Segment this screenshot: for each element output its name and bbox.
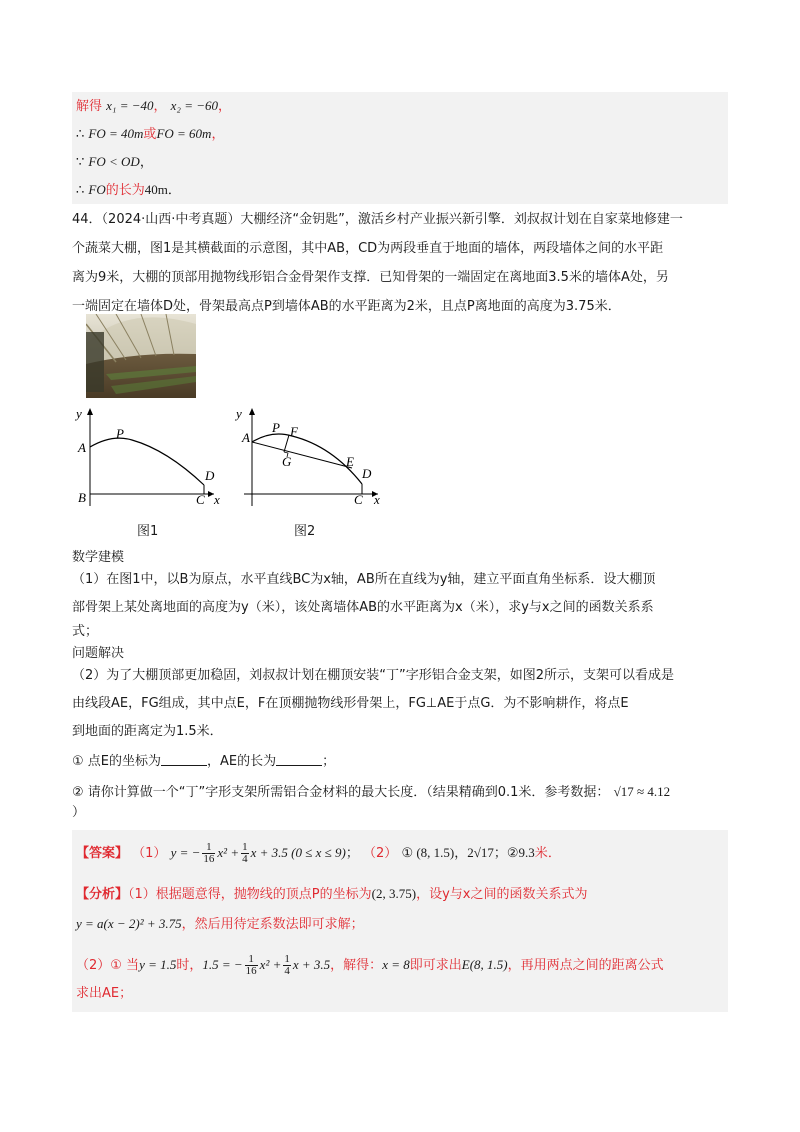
numerator: 1 — [284, 953, 290, 965]
answer-expr-c: x + 3.5 (0 ≤ x ≤ 9) — [250, 845, 346, 860]
sub1-prefix: ① 点E的坐标为 — [72, 754, 162, 769]
answer-block — [72, 830, 728, 1012]
punct: ， — [139, 155, 153, 170]
fig1-point-b: B — [78, 490, 86, 505]
fig2-point-f: F — [290, 424, 298, 439]
problem-line-4: 一端固定在墙体D处，骨架最高点P到墙体AB的水平距离为2米，且点P离地面的高度为3.75米． — [72, 299, 621, 314]
sub2-close-paren: ） — [72, 805, 86, 820]
analysis-text-b: ，设y与x之间的函数关系式为 — [416, 887, 588, 902]
answer-frac-1 — [202, 842, 215, 865]
fig1-y-label: y — [76, 406, 82, 421]
fig2-y-label: y — [236, 406, 242, 421]
therefore-symbol: ∴ — [76, 183, 85, 198]
section-solve-title: 问题解决 — [72, 646, 125, 661]
solution-x: x = 8 — [382, 957, 410, 972]
fo-label: FO — [88, 182, 106, 197]
analysis-tag: 【分析】 — [76, 887, 129, 902]
fig1-point-a: A — [78, 440, 86, 455]
problem-line-2: 个蔬菜大棚，图1是其横截面的示意图，其中AB，CD为两段垂直于地面的墙体，两段墙体之间的水平距 — [72, 241, 664, 256]
solution-line-4 — [76, 180, 181, 201]
subquestion-2 — [72, 782, 674, 803]
point-e: E(8, 1.5) — [461, 957, 508, 972]
punct: ． — [547, 846, 561, 861]
fig2-point-a: A — [242, 430, 250, 445]
figure-2 — [232, 402, 382, 506]
denominator: 4 — [242, 853, 248, 865]
sub1-mid: ，AE的长为 — [207, 754, 277, 769]
punct: ， — [211, 127, 225, 142]
section-modeling-line-1: （1）在图1中，以B为原点，水平直线BC为x轴，AB所在直线为y轴，建立平面直角坐标系．设大棚顶 — [72, 572, 656, 587]
problem-source: （2024·山西·中考真题） — [101, 212, 241, 227]
fo-result: 40m — [144, 182, 168, 197]
answer-frac-2 — [241, 842, 249, 865]
section-modeling-title: 数学建模 — [72, 550, 125, 565]
analysis-text-c: ，然后用待定系数法即可求解； — [181, 917, 364, 932]
problem-statement — [72, 210, 728, 317]
separator: ， — [153, 99, 167, 114]
condition-y: y = 1.5 — [139, 957, 177, 972]
answer-tag: 【答案】 — [76, 846, 129, 861]
previous-solution-block — [72, 92, 728, 204]
section-solve — [72, 644, 674, 823]
section-modeling-line-3: 式； — [72, 624, 99, 639]
section-solve-line-3: 到地面的距离定为1.5米． — [72, 724, 223, 739]
because-symbol: ∵ — [76, 155, 85, 170]
solution-line-2 — [76, 124, 224, 145]
punct: ． — [167, 183, 181, 198]
root-x2: x₂ = −60 — [170, 98, 218, 113]
answer-unit: 米 — [534, 846, 548, 861]
analysis-text-h: ，再用两点之间的距离公式 — [507, 958, 664, 973]
or-word: 或 — [143, 127, 157, 142]
answer-part2-num: （2） — [363, 846, 398, 861]
fig2-point-g: G — [282, 454, 292, 469]
solution-line-1 — [76, 96, 231, 117]
numerator: 1 — [245, 954, 258, 966]
answer-point-e: ① (8, 1.5) — [401, 845, 455, 860]
length-word: 的长为 — [105, 183, 145, 198]
analysis-line-1 — [76, 884, 587, 905]
fo-less-od: FO < OD — [88, 154, 140, 169]
vertex-form-expr: y = a(x − 2)² + 3.75 — [76, 916, 182, 931]
fo-value-b: FO = 60m — [156, 126, 212, 141]
equation-c: x + 3.5 — [292, 957, 331, 972]
vertex-point: (2, 3.75) — [371, 886, 417, 901]
problem-number: 44． — [72, 212, 102, 227]
problem-line-3: 离为9米，大棚的顶部用抛物线形铝合金骨架作支撑．已知骨架的一端固定在离地面3.5米的墙体A处，另 — [72, 270, 669, 285]
therefore-symbol: ∴ — [76, 127, 85, 142]
answer-blank-2[interactable] — [276, 752, 322, 766]
fig2-point-d: D — [362, 466, 372, 481]
fig2-x-label: x — [374, 492, 380, 506]
punct: ， — [218, 99, 232, 114]
subquestion-1 — [72, 752, 674, 772]
equation-a: 1.5 = − — [202, 957, 243, 972]
fig1-point-p: P — [116, 426, 124, 441]
sqrt17-reference: √17 ≈ 4.12 — [613, 784, 671, 799]
numerator: 1 — [242, 841, 248, 853]
fig2-point-c: C — [354, 492, 363, 506]
solution-line-3 — [76, 152, 153, 173]
answer-expr-a: y = − — [170, 845, 201, 860]
analysis-text-d: （2）① 当 — [76, 958, 140, 973]
denominator: 16 — [203, 853, 215, 865]
equation-frac-2 — [283, 954, 291, 977]
analysis-text-g: 即可求出 — [409, 958, 462, 973]
answer-max-length: ；②9.3 — [493, 845, 535, 860]
fo-value-a: FO = 40m — [88, 126, 144, 141]
punct: ； — [345, 846, 359, 861]
answer-line — [76, 842, 561, 865]
answer-part1-num: （1） — [132, 846, 167, 861]
greenhouse-photo — [86, 314, 196, 398]
analysis-text-e: 时， — [176, 958, 203, 973]
section-modeling-line-2: 部骨架上某处离地面的高度为y（米），该处离墙体AB的水平距离为x（米），求y与x之间的函数关系系 — [72, 600, 654, 615]
analysis-text-f: ，解得： — [330, 958, 383, 973]
fig2-point-p: P — [272, 420, 280, 435]
answer-expr-b: x² + — [217, 845, 240, 860]
solution-word: 解得 — [76, 99, 103, 114]
analysis-line-2 — [76, 914, 364, 935]
numerator: 1 — [202, 842, 215, 854]
denominator: 16 — [245, 965, 257, 977]
fig1-point-d: D — [205, 468, 215, 483]
answer-blank-1[interactable] — [161, 752, 207, 766]
figure-1 — [72, 402, 222, 506]
problem-text: 大棚经济“金钥匙”，激活乡村产业振兴新引擎．刘叔叔计划在自家菜地修建一 — [240, 212, 683, 227]
section-solve-line-1: （2）为了大棚顶部更加稳固，刘叔叔计划在棚顶安装“丁”字形铝合金支架，如图2所示，支架可以看成是 — [72, 668, 675, 683]
equation-frac-1 — [245, 954, 258, 977]
section-solve-line-2: 由线段AE，FG组成，其中点E，F在顶棚抛物线形骨架上，FG⊥AE于点G．为不影响耕作，将点E — [72, 696, 629, 711]
fig1-point-c: C — [196, 492, 205, 506]
fig1-x-label: x — [214, 492, 220, 506]
denominator: 4 — [284, 965, 290, 977]
fig2-point-e: E — [346, 454, 354, 469]
root-x1: x₁ = −40 — [106, 98, 154, 113]
fig2-caption: 图2 — [294, 524, 316, 539]
analysis-line-3 — [76, 954, 664, 977]
problem-line-1 — [72, 210, 728, 230]
sub1-end: ； — [322, 754, 336, 769]
fig1-caption: 图1 — [137, 524, 159, 539]
sub2-text: ② 请你计算做一个“丁”字形支架所需铝合金材料的最大长度．（结果精确到0.1米．参考数据： — [72, 785, 610, 800]
analysis-line-4: 求出AE； — [76, 986, 133, 1001]
equation-b: x² + — [259, 957, 282, 972]
section-modeling — [72, 548, 655, 642]
analysis-text-a: （1）根据题意得，抛物线的顶点P的坐标为 — [128, 887, 372, 902]
answer-ae-length: ，2√17 — [454, 845, 494, 860]
